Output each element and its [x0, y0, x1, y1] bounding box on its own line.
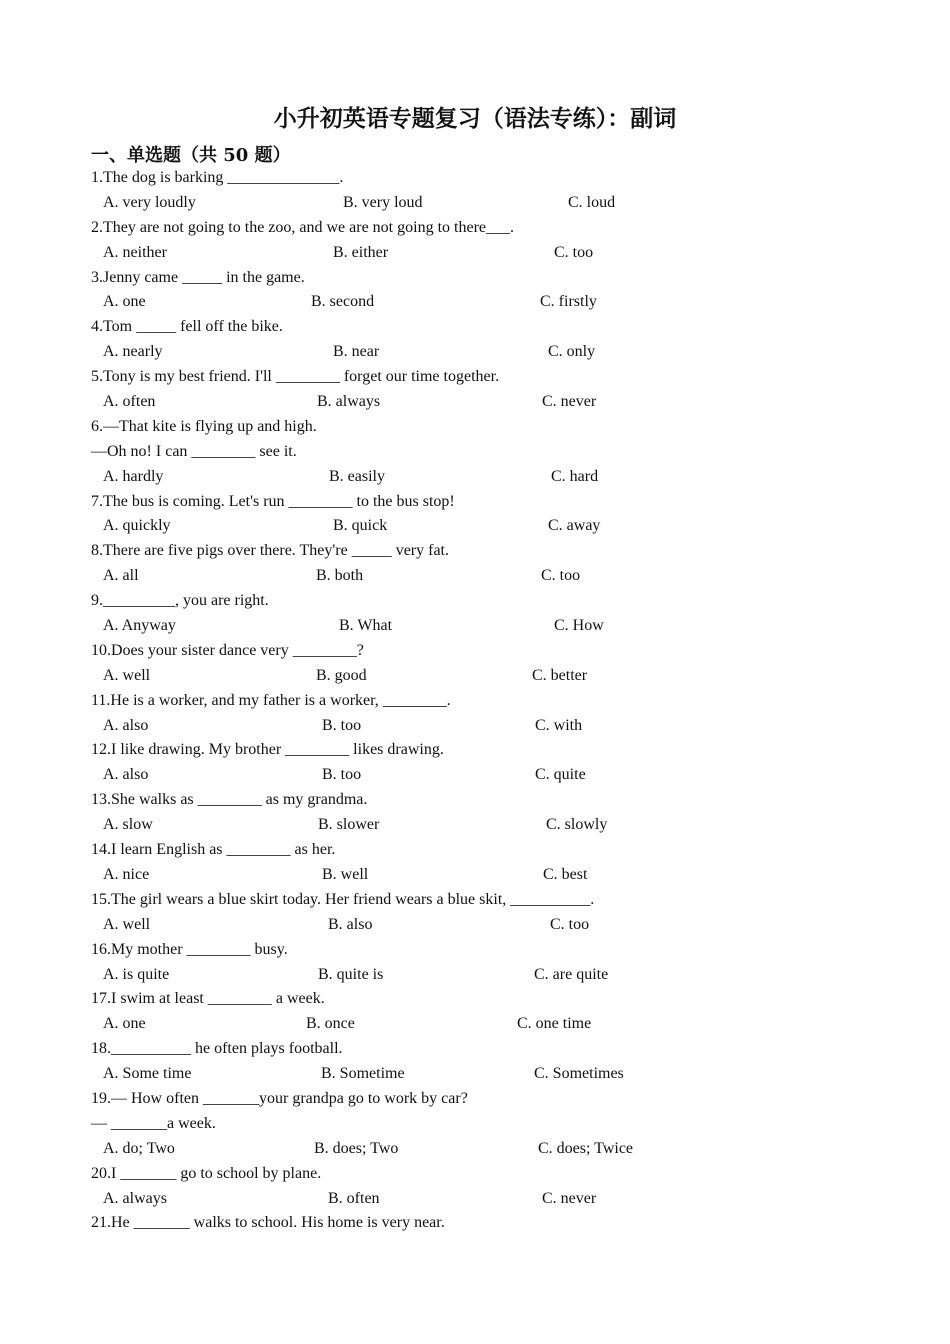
question-stem [0, 689, 950, 714]
question-stem [0, 315, 950, 340]
option-c: C. does; Twice [538, 1139, 634, 1157]
question-text: 19.— How often _______your grandpa go to work by car? [91, 1089, 468, 1107]
option-row [0, 614, 950, 639]
question-item [0, 166, 950, 216]
option-a: A. well [103, 666, 151, 684]
option-row [0, 1012, 950, 1037]
question-stem [0, 1162, 950, 1187]
option-b: B. too [322, 716, 362, 734]
question-text: 20.I _______ go to school by plane. [91, 1164, 322, 1182]
option-a: A. Anyway [103, 617, 176, 635]
option-b: B. both [316, 567, 364, 585]
option-row [0, 290, 950, 315]
option-b: B. Sometime [321, 1065, 405, 1083]
question-stem [0, 589, 950, 614]
question-item [0, 639, 950, 689]
section-heading: 一、单选题（共 50 题） [91, 145, 291, 166]
question-stem [0, 1087, 950, 1112]
option-b: B. either [333, 243, 389, 261]
option-row [0, 1062, 950, 1087]
question-text: 5.Tony is my best friend. I'll ________ forget our time together. [91, 368, 500, 386]
question-text: 21.He _______ walks to school. His home is very near. [91, 1214, 445, 1232]
option-a: A. quickly [103, 517, 171, 535]
option-b: B. always [317, 393, 381, 411]
option-c: C. Sometimes [534, 1065, 624, 1083]
question-item [0, 365, 950, 415]
option-c: C. one time [517, 1015, 592, 1033]
option-c: C. never [542, 393, 597, 411]
option-row [0, 241, 950, 266]
option-row [0, 465, 950, 490]
option-row [0, 390, 950, 415]
question-stem [0, 888, 950, 913]
question-item [0, 788, 950, 838]
option-c: C. better [532, 666, 588, 684]
question-stem-continued [0, 1112, 950, 1137]
question-stem [0, 266, 950, 291]
question-item [0, 938, 950, 988]
question-stem [0, 365, 950, 390]
option-c: C. are quite [534, 965, 609, 983]
question-text: 16.My mother ________ busy. [91, 940, 288, 958]
option-a: A. slow [103, 816, 153, 834]
question-text: —Oh no! I can ________ see it. [91, 442, 297, 460]
question-item [0, 1087, 950, 1162]
option-row [0, 514, 950, 539]
option-a: A. nice [103, 865, 150, 883]
option-b: B. very loud [343, 193, 423, 211]
option-row [0, 1137, 950, 1162]
question-stem [0, 415, 950, 440]
question-text: 17.I swim at least ________ a week. [91, 990, 325, 1008]
question-text: 4.Tom _____ fell off the bike. [91, 318, 283, 336]
option-c: C. loud [568, 193, 616, 211]
option-c: C. too [554, 243, 594, 261]
option-a: A. neither [103, 243, 167, 261]
question-stem [0, 1211, 950, 1236]
question-text: 12.I like drawing. My brother ________ likes drawing. [91, 741, 444, 759]
question-text: 11.He is a worker, and my father is a worker, ________. [91, 691, 451, 709]
option-row [0, 763, 950, 788]
question-text: 15.The girl wears a blue skirt today. Her friend wears a blue skit, __________. [91, 890, 595, 908]
question-stem [0, 938, 950, 963]
option-a: A. also [103, 716, 149, 734]
option-a: A. is quite [103, 965, 170, 983]
option-b: B. well [322, 865, 369, 883]
question-stem [0, 216, 950, 241]
option-b: B. too [322, 766, 362, 784]
question-text: 14.I learn English as ________ as her. [91, 841, 336, 859]
question-text: — _______a week. [91, 1114, 216, 1132]
question-list [0, 166, 950, 1236]
option-c: C. quite [535, 766, 586, 784]
question-stem [0, 738, 950, 763]
question-item [0, 266, 950, 316]
question-item [0, 216, 950, 266]
option-row [0, 564, 950, 589]
question-stem-continued [0, 440, 950, 465]
option-row [0, 813, 950, 838]
question-text: 2.They are not going to the zoo, and we are not going to there___. [91, 218, 514, 236]
option-b: B. What [339, 617, 393, 635]
question-text: 10.Does your sister dance very ________? [91, 641, 364, 659]
question-stem [0, 788, 950, 813]
question-text: 3.Jenny came _____ in the game. [91, 268, 305, 286]
option-a: A. often [103, 393, 156, 411]
question-text: 13.She walks as ________ as my grandma. [91, 791, 368, 809]
option-c: C. How [554, 617, 604, 635]
option-a: A. do; Two [103, 1139, 175, 1157]
option-b: B. second [311, 293, 375, 311]
question-item [0, 838, 950, 888]
question-text: 6.—That kite is flying up and high. [91, 417, 317, 435]
option-a: A. one [103, 293, 146, 311]
option-b: B. good [316, 666, 367, 684]
option-b: B. quick [333, 517, 388, 535]
option-c: C. only [548, 343, 596, 361]
option-a: A. one [103, 1015, 146, 1033]
option-b: B. near [333, 343, 380, 361]
option-a: A. Some time [103, 1065, 192, 1083]
question-item [0, 738, 950, 788]
option-a: A. well [103, 915, 151, 933]
document-title: 小升初英语专题复习（语法专练）：副词 [273, 105, 677, 132]
question-text: 9._________, you are right. [91, 592, 269, 610]
option-b: B. often [328, 1189, 380, 1207]
question-stem [0, 639, 950, 664]
question-item [0, 1211, 950, 1236]
question-stem [0, 490, 950, 515]
option-c: C. firstly [540, 293, 597, 311]
option-c: C. slowly [546, 816, 608, 834]
question-item [0, 1162, 950, 1212]
option-row [0, 191, 950, 216]
option-c: C. away [548, 517, 601, 535]
question-item [0, 415, 950, 490]
option-b: B. also [328, 915, 373, 933]
question-item [0, 689, 950, 739]
question-item [0, 888, 950, 938]
question-stem [0, 1037, 950, 1062]
question-item [0, 589, 950, 639]
question-stem [0, 539, 950, 564]
option-a: A. very loudly [103, 193, 196, 211]
option-c: C. too [550, 915, 590, 933]
option-c: C. hard [551, 467, 599, 485]
question-stem [0, 987, 950, 1012]
option-b: B. does; Two [314, 1139, 399, 1157]
option-a: A. hardly [103, 467, 164, 485]
question-stem [0, 166, 950, 191]
option-b: B. easily [329, 467, 385, 485]
option-a: A. always [103, 1189, 167, 1207]
option-c: C. too [541, 567, 581, 585]
option-a: A. nearly [103, 343, 163, 361]
option-row [0, 664, 950, 689]
option-row [0, 863, 950, 888]
question-text: 8.There are five pigs over there. They're _____ very fat. [91, 542, 449, 560]
question-text: 1.The dog is barking ______________. [91, 169, 344, 186]
question-item [0, 987, 950, 1037]
option-c: C. with [535, 716, 583, 734]
question-item [0, 1037, 950, 1087]
question-stem [0, 838, 950, 863]
option-row [0, 340, 950, 365]
option-c: C. never [542, 1189, 597, 1207]
option-a: A. also [103, 766, 149, 784]
option-row [0, 1187, 950, 1212]
option-b: B. quite is [318, 965, 384, 983]
question-item [0, 539, 950, 589]
option-row [0, 714, 950, 739]
option-row [0, 913, 950, 938]
question-text: 18.__________ he often plays football. [91, 1040, 343, 1058]
question-item [0, 315, 950, 365]
question-text: 7.The bus is coming. Let's run ________ to the bus stop! [91, 492, 455, 510]
option-a: A. all [103, 567, 139, 585]
option-row [0, 963, 950, 988]
option-b: B. once [306, 1015, 355, 1033]
option-c: C. best [543, 865, 588, 883]
question-item [0, 490, 950, 540]
option-b: B. slower [318, 816, 380, 834]
